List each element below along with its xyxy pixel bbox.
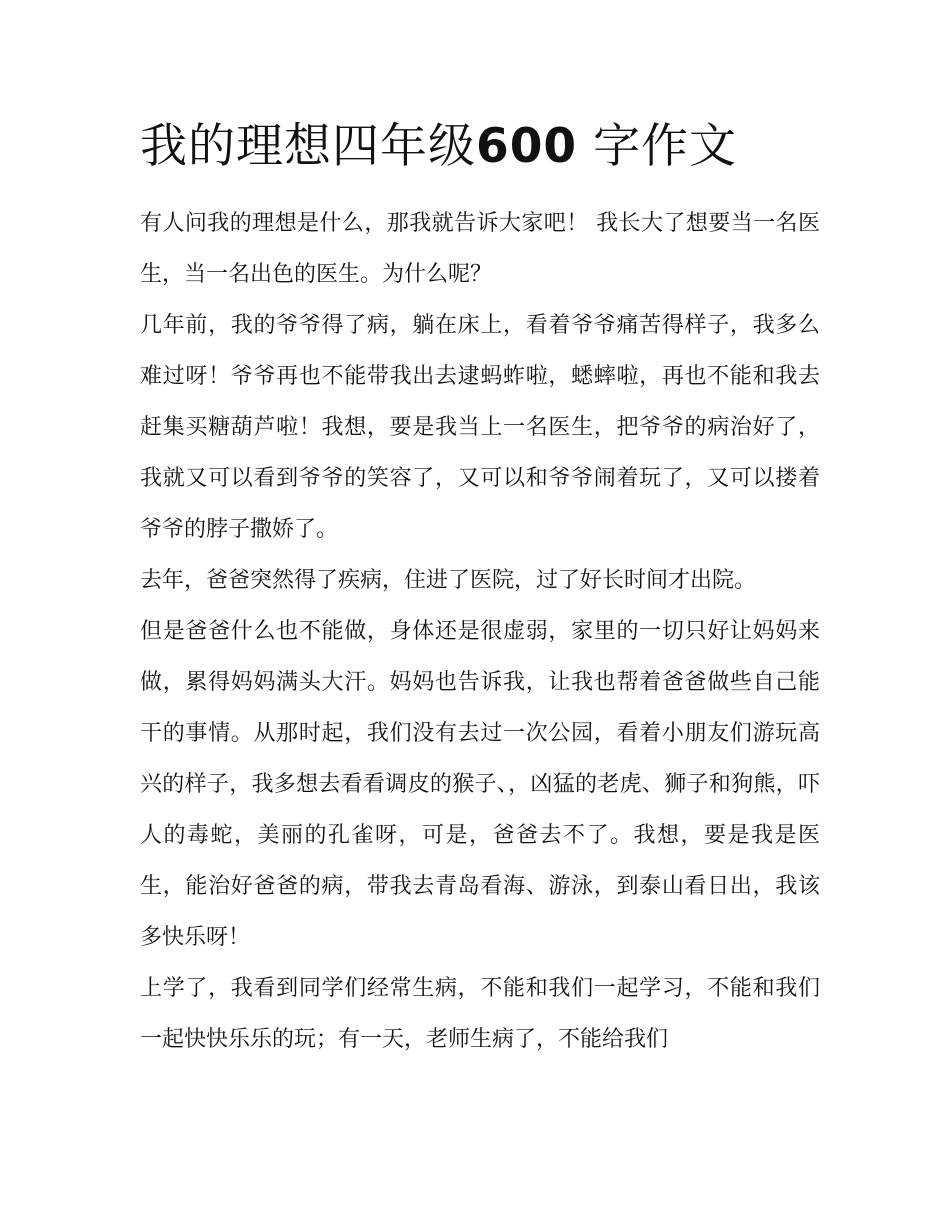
title-number: 600: [476, 119, 578, 174]
paragraph: 去年，爸爸突然得了疾病，住进了医院，过了好长时间才出院。: [140, 568, 757, 593]
paragraph: 有人问我的理想是什么，那我就告诉大家吧！ 我长大了想要当一名医生，当一名出色的医生。为什么呢？: [140, 211, 820, 287]
paragraph: 上学了，我看到同学们经常生病，不能和我们一起学习，不能和我们一起快快乐乐的玩；有一天，老师生病了，不能给我们: [140, 976, 820, 1052]
paragraph: 几年前，我的爷爷得了病，躺在床上，看着爷爷痛苦得样子，我多么难过呀！爷爷再也不能带我出去逮蚂蚱啦，蟋蟀啦，再也不能和我去赶集买糖葫芦啦！我想，要是我当上一名医生，把爷爷的病治好了，我就又可以看到爷爷的笑容了，又可以和爷爷闹着玩了，又可以搂着爷爷的脖子撒娇了。: [140, 313, 820, 542]
paragraph: 但是爸爸什么也不能做，身体还是很虚弱，家里的一切只好让妈妈来做，累得妈妈满头大汗。妈妈也告诉我，让我也帮着爸爸做些自己能干的事情。从那时起，我们没有去过一次公园，看着小朋友们游玩高兴的样子，我多想去看看调皮的猴子、，凶猛的老虎、狮子和狗熊，吓人的毒蛇，美丽的孔雀呀，可是，爸爸去不了。我想，要是我是医生，能治好爸爸的病，带我去青岛看海、游泳，到泰山看日出，我该多快乐呀！: [140, 619, 820, 950]
title-prefix: 我的理想四年级: [140, 119, 476, 174]
page-title: [140, 112, 737, 182]
title-suffix: 字作文: [593, 119, 738, 174]
essay-body: [140, 198, 820, 1065]
